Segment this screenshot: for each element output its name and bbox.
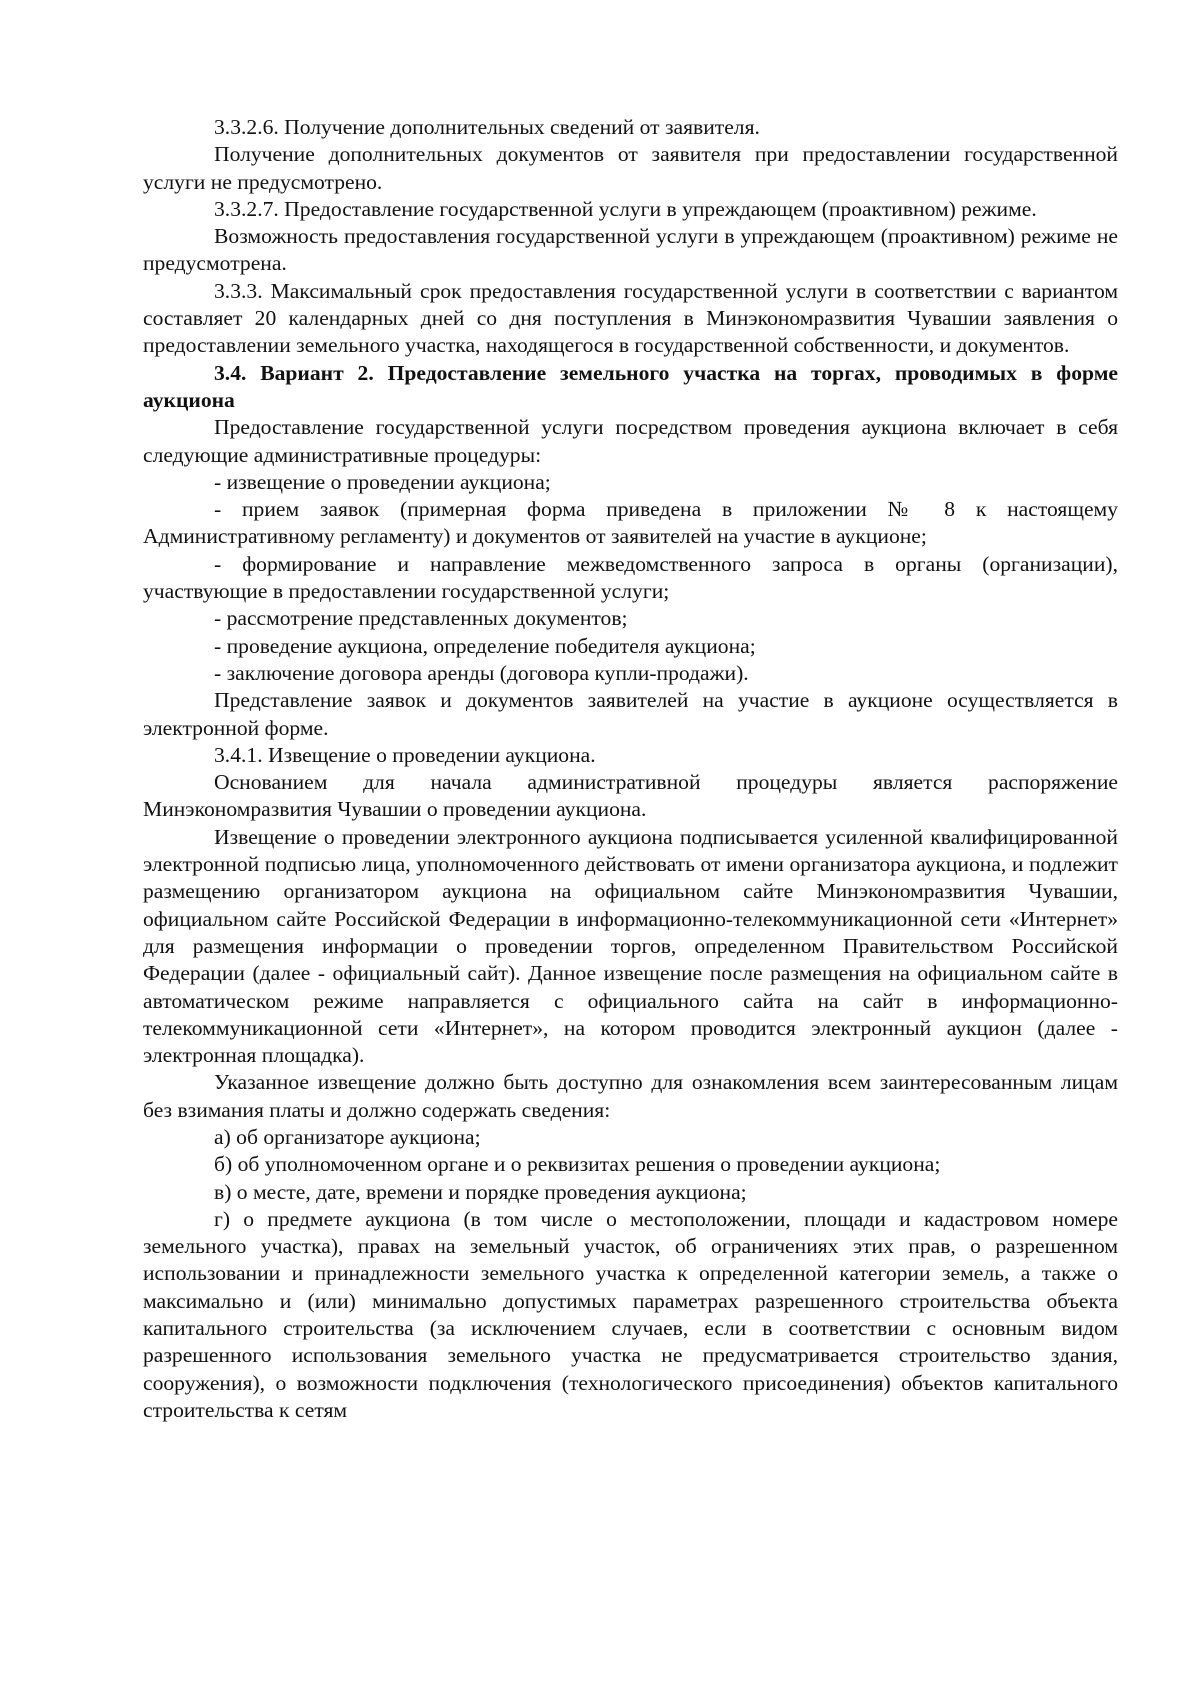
paragraph: Извещение о проведении электронного аукциона подписывается усиленной квалифицированной электронной подписью лица, уполномоченного действовать от имени организатора аукциона, и подлежит размещению организатором аукциона на официальном сайте Минэкономразвития Чувашии, официальном сайте Российской Федерации в информационно-телекоммуникационной сети «Интернет» для размещения информации о проведении торгов, определенном Правительством Российской Федерации (далее - официальный сайт). Данное извещение после размещения на официальном сайте в автоматическом режиме направляется с официального сайта на сайт в информационно-телекоммуникационной сети «Интернет», на котором проводится электронный аукцион (далее - электронная площадка). — [143, 824, 1118, 1068]
paragraph: 3.3.2.6. Получение дополнительных сведений от заявителя. — [214, 115, 760, 139]
paragraph: Получение дополнительных документов от заявителя при предоставлении государственной услуги не предусмотрено. — [143, 142, 1118, 194]
list-item: - рассмотрение представленных документов; — [214, 606, 628, 631]
list-item: - прием заявок (примерная форма приведена в приложении № 8 к настоящему Административному регламенту) и документов от заявителей на участие в аукционе; — [143, 497, 1118, 549]
paragraph: Основанием для начала административной процедуры является распоряжение Минэкономразвития Чувашии о проведении аукциона. — [143, 770, 1118, 822]
list-item: - извещение о проведении аукциона; — [214, 469, 551, 494]
paragraph: 3.3.2.7. Предоставление государственной услуги в упреждающем (проактивном) режиме. — [214, 196, 1037, 221]
section-heading: 3.4. Вариант 2. Предоставление земельного участка на торгах, проводимых в форме аукциона — [143, 360, 1118, 412]
paragraph: Представление заявок и документов заявителей на участие в аукционе осуществляется в электронной форме. — [143, 688, 1118, 740]
list-item: в) о месте, дате, времени и порядке проведения аукциона; — [214, 1179, 747, 1204]
list-item: б) об уполномоченном органе и о реквизитах решения о проведении аукциона; — [214, 1152, 941, 1177]
paragraph: Предоставление государственной услуги посредством проведения аукциона включает в себя следующие административные процедуры: — [143, 415, 1118, 467]
list-item: г) о предмете аукциона (в том числе о местоположении, площади и кадастровом номере земельного участка), правах на земельный участок, об ограничениях этих прав, о разрешенном использовании и принадлежности земельного участка к определенной категории земель, а также о максимально и (или) минимально допустимых параметрах разрешенного строительства объекта капитального строительства (за исключением случаев, если в соответствии с основным видом разрешенного использования земельного участка не предусматривается строительство здания, сооружения), о возможности подключения (технологического присоединения) объектов капитального строительства к сетям — [143, 1206, 1118, 1422]
paragraph: Возможность предоставления государственной услуги в упреждающем (проактивном) режиме не предусмотрена. — [143, 224, 1118, 276]
list-item: - формирование и направление межведомственного запроса в органы (организации), участвующие в предоставлении государственной услуги; — [143, 551, 1118, 604]
paragraph: Указанное извещение должно быть доступно для ознакомления всем заинтересованным лицам без взимания платы и должно содержать сведения: — [143, 1070, 1118, 1122]
document-page — [143, 114, 1118, 1424]
subsection-heading: 3.4.1. Извещение о проведении аукциона. — [214, 742, 596, 767]
list-item: - заключение договора аренды (договора купли-продажи). — [214, 660, 749, 685]
list-item: а) об организаторе аукциона; — [214, 1124, 481, 1149]
paragraph: 3.3.3. Максимальный срок предоставления государственной услуги в соответствии с вариантом составляет 20 календарных дней со дня поступления в Минэкономразвития Чувашии заявления о предоставлении земельного участка, находящегося в государственной собственности, и документов. — [143, 278, 1118, 358]
list-item: - проведение аукциона, определение победителя аукциона; — [214, 633, 756, 658]
